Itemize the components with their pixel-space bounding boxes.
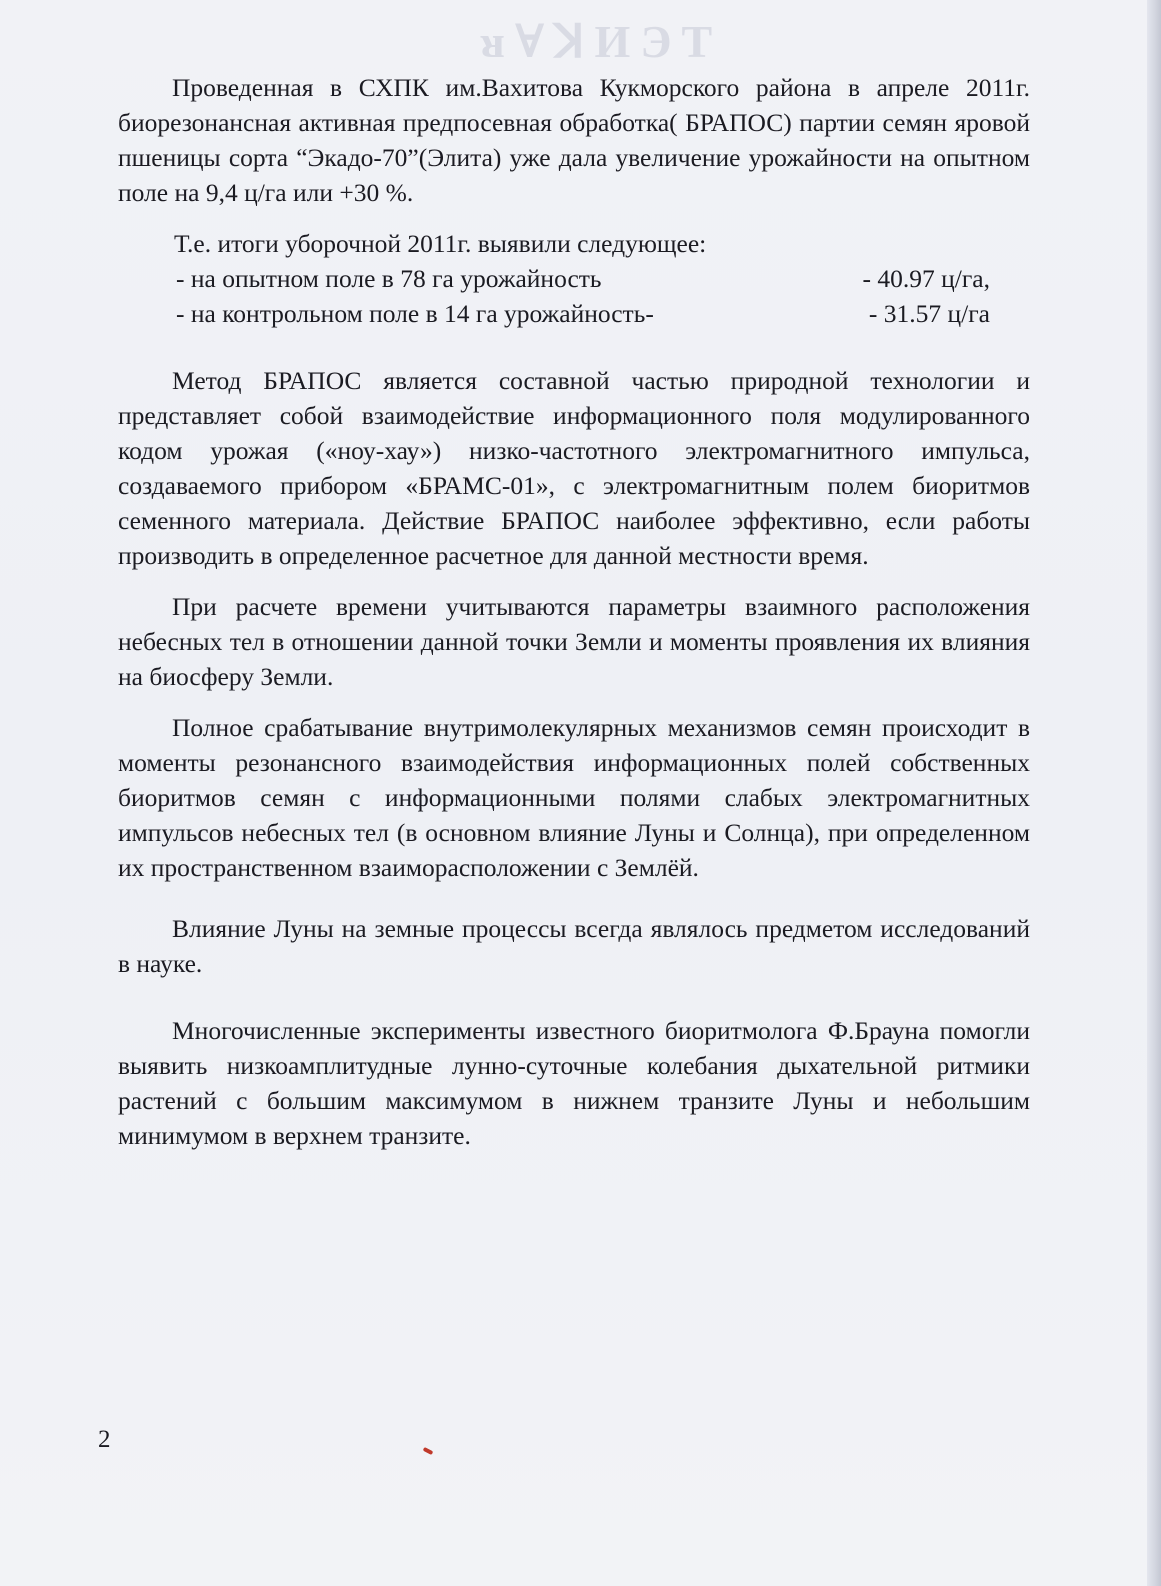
bleed-through-heading: ᴚ∀ꓘИЭТ xyxy=(480,16,723,67)
result-value: - 31.57 ц/га xyxy=(868,299,990,328)
results-lead: Т.е. итоги уборочной 2011г. выявили следующее: xyxy=(174,229,707,258)
paragraph-moon: Влияние Луны на земные процессы всегда являлось предметом исследований в науке. xyxy=(118,914,1030,978)
paragraph-calculation: При расчете времени учитываются параметры взаимного расположения небесных тел в отношении данной точки Земли и моменты проявления их влияния на биосферу Земли. xyxy=(118,592,1030,691)
paragraph-intro: Проведенная в СХПК им.Вахитова Кукморского района в апреле 2011г. биорезонансная активная предпосевная обработка( БРАПОС) партии семян яровой пшеницы сорта “Экадо-70”(Элита) уже дала увеличение урожайности на опытном поле на 9,4 ц/га или +30 %. xyxy=(118,73,1030,207)
result-row-control xyxy=(118,296,1030,331)
result-label: - на контрольном поле в 14 га урожайность- xyxy=(176,299,654,328)
page-edge-shadow xyxy=(1147,0,1161,1586)
paragraph-mechanisms: Полное срабатывание внутримолекулярных механизмов семян происходит в моменты резонансного взаимодействия информационных полей собственных биоритмов семян с информационными полями слабых электромагнитных импульсов небесных тел (в основном влияние Луны и Солнца), при определенном их пространственном взаиморасположении с Землёй. xyxy=(118,713,1030,882)
page-number: 2 xyxy=(98,1426,111,1453)
document-body xyxy=(118,70,1030,1153)
ink-mark xyxy=(423,1447,434,1455)
result-value: - 40.97 ц/га, xyxy=(862,264,990,293)
result-row-experimental xyxy=(118,261,1030,296)
paragraph-method: Метод БРАПОС является составной частью природной технологии и представляет собой взаимодействие информационного поля модулированного кодом урожая («ноу-хау») низко-частотного электромагнитного импульса, создаваемого прибором «БРАМС-01», с электромагнитным полем биоритмов семенного материала. Действие БРАПОС наиболее эффективно, если работы производить в определенное расчетное для данной местности время. xyxy=(118,366,1030,570)
paragraph-experiments: Многочисленные эксперименты известного биоритмолога Ф.Брауна помогли выявить низкоамплитудные лунно-суточные колебания дыхательной ритмики растений с большим максимумом в нижнем транзите Луны и небольшим минимумом в верхнем транзите. xyxy=(118,1016,1030,1150)
result-label: - на опытном поле в 78 га урожайность xyxy=(176,264,602,293)
